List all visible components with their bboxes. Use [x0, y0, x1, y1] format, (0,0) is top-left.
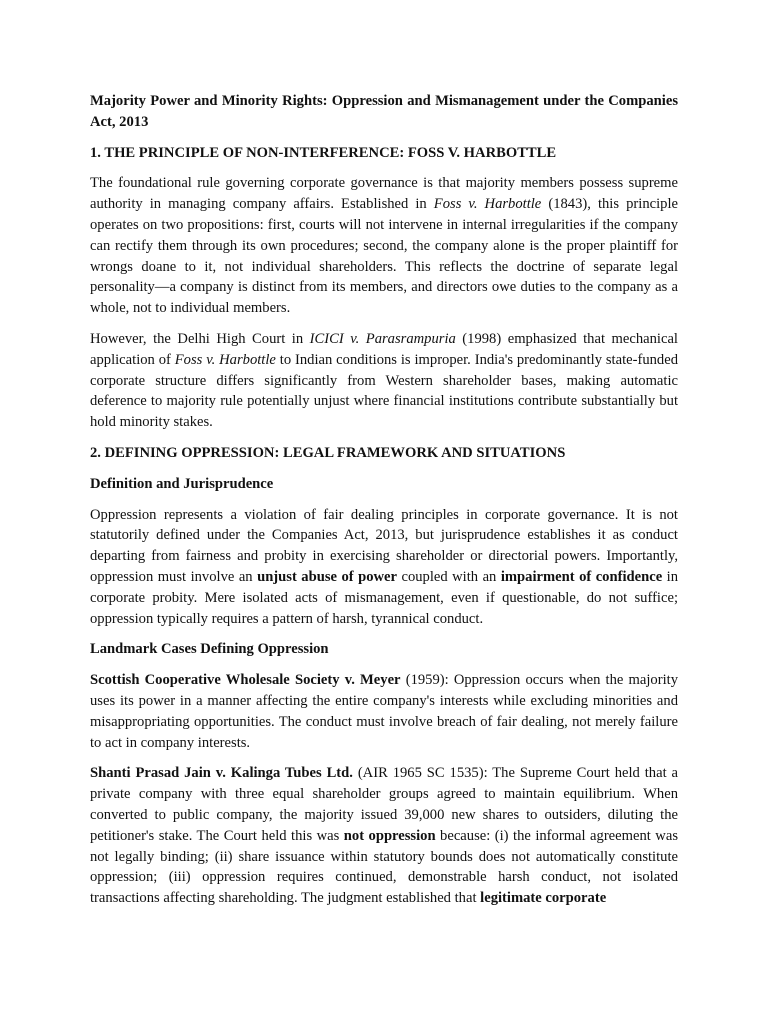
case-name: ICICI v. Parasrampuria — [309, 330, 456, 347]
case-name: Foss v. Harbottle — [174, 351, 276, 368]
document-page — [90, 91, 678, 919]
document-title: Majority Power and Minority Rights: Oppression and Mismanagement under the Companies Act, 2013 — [90, 93, 678, 130]
text-run: Oppression represents a violation of fair dealing principles in corporate governance. It is not statutorily defined under the Companies Act, 2013, but jurisprudence establishes it as conduct departing from fairness and probity in exercising shareholder or directorial powers. Importantly, oppression must involve an — [90, 506, 678, 585]
text-run: coupled with an — [397, 568, 501, 585]
case-title: Scottish Cooperative Wholesale Society v. Meyer — [90, 672, 401, 689]
definition-paragraph — [90, 505, 678, 630]
bold-term: legitimate corporate — [480, 890, 607, 907]
text-run: (AIR 1965 SC 1535): The Supreme Court held that a private company with three equal shareholder groups agreed to maintain equilibrium. When converted to public company, the majority issued 39,000 new shares to outsiders, diluting the petitioner's stake. The Court held this was — [90, 765, 678, 844]
case-paragraph-meyer — [90, 670, 678, 753]
section-1-paragraph-2 — [90, 329, 678, 433]
subheading-landmark-cases: Landmark Cases Defining Oppression — [90, 641, 329, 658]
case-paragraph-kalinga — [90, 763, 678, 909]
section-2-heading: 2. DEFINING OPPRESSION: LEGAL FRAMEWORK AND SITUATIONS — [90, 444, 566, 461]
bold-term: unjust abuse of power — [257, 568, 397, 585]
case-name: Foss v. Harbottle — [433, 196, 542, 213]
text-run: in corporate probity. Mere isolated acts of mismanagement, even if questionable, do not suffice; oppression typically requires a pattern of harsh, tyrannical conduct. — [90, 568, 678, 627]
text-run: because: (i) the informal agreement was not legally binding; (ii) share issuance within statutory bounds does not automatically constitute oppression; (iii) oppression requires continued, demonstrable harsh conduct, not isolated transactions affecting shareholding. The judgment established that — [90, 827, 678, 907]
text-run: The foundational rule governing corporate governance is that majority members possess supreme authority in managing company affairs. Established in — [90, 175, 678, 213]
text-run: (1998) emphasized that mechanical application of — [90, 330, 678, 368]
subheading-definition: Definition and Jurisprudence — [90, 475, 274, 492]
section-1-heading: 1. THE PRINCIPLE OF NON-INTERFERENCE: FOSS V. HARBOTTLE — [90, 144, 557, 161]
bold-term: impairment of confidence — [500, 568, 663, 585]
text-run: (1959): Oppression occurs when the majority uses its power in a manner affecting the entire company's interests while excluding minorities and misappropriating opportunities. The conduct must involve breach of fair dealing, not merely failure to act in company interests. — [90, 672, 678, 751]
section-1-paragraph-1 — [90, 173, 678, 319]
bold-term: not oppression — [343, 827, 436, 844]
text-run: (1843), this principle operates on two propositions: first, courts will not intervene in internal irregularities if the company can rectify them through its own procedures; second, the company alone is the proper plaintiff for wrongs doane to it, not individual shareholders. This reflects the doctrine of separate legal personality—a company is distinct from its members, and directors owe duties to the company as a whole, not to individual members. — [90, 196, 678, 317]
case-title: Shanti Prasad Jain v. Kalinga Tubes Ltd. — [90, 765, 353, 782]
text-run: to Indian conditions is improper. India's predominantly state-funded corporate structure differs significantly from Western shareholder bases, making automatic deference to majority rule potentially unjust where financial institutions contribute substantially but hold minority stakes. — [90, 351, 679, 431]
text-run: However, the Delhi High Court in — [90, 330, 310, 347]
